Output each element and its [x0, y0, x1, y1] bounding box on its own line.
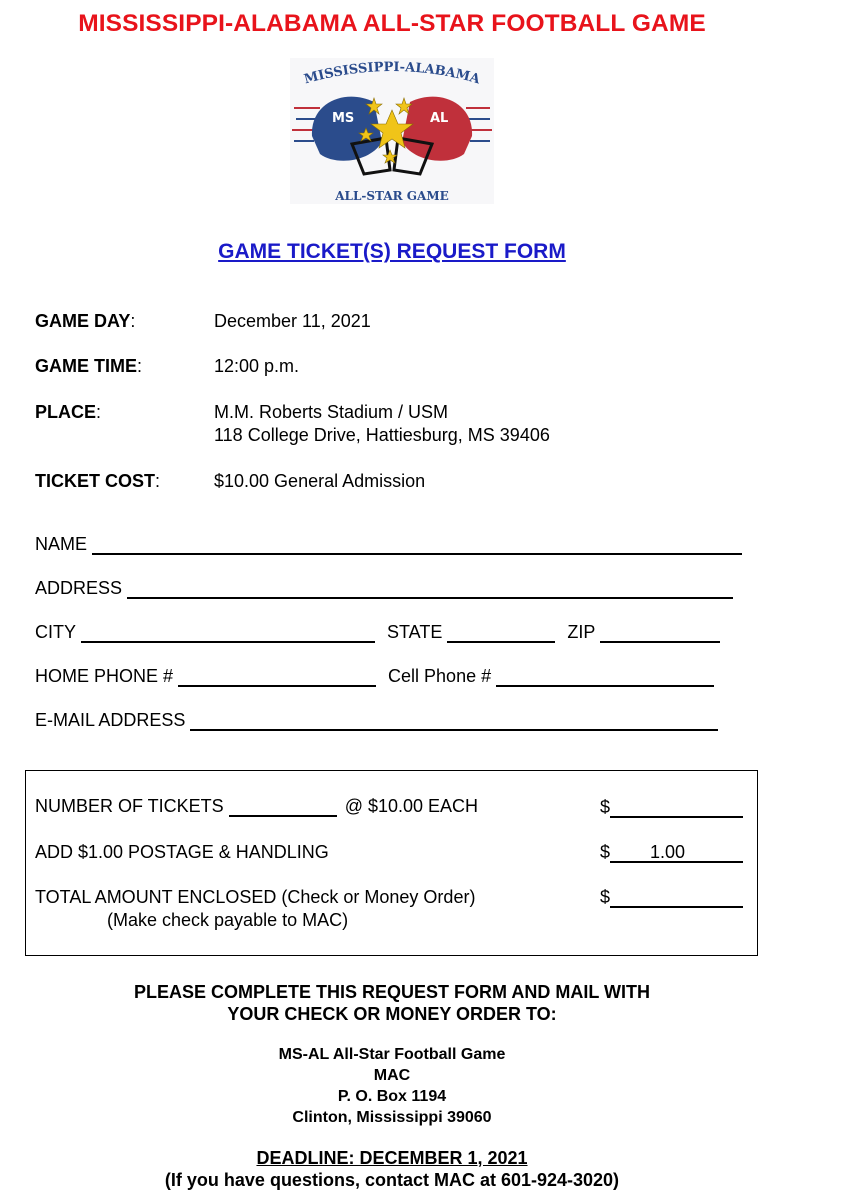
- postage-value: 1.00: [650, 842, 686, 862]
- city-state-zip-row: [35, 622, 720, 643]
- address-line4: Clinton, Mississippi 39060: [292, 1109, 492, 1126]
- svg-text:ALL-STAR GAME: ALL-STAR GAME: [335, 189, 449, 203]
- cell-phone-line[interactable]: [496, 667, 714, 687]
- all-star-game-logo: [290, 58, 494, 204]
- ticket-cost-label: TICKET COST:: [35, 471, 161, 491]
- game-time-value: 12:00 p.m.: [214, 356, 300, 376]
- tickets-row: [35, 796, 478, 817]
- name-label: NAME: [35, 534, 88, 554]
- game-day-label: GAME DAY:: [35, 311, 136, 331]
- cell-phone-label: Cell Phone #: [388, 666, 492, 686]
- home-phone-line[interactable]: [178, 667, 376, 687]
- page-title: MISSISSIPPI-ALABAMA ALL-STAR FOOTBALL GAME: [78, 10, 706, 37]
- home-phone-label: HOME PHONE #: [35, 666, 174, 686]
- name-line[interactable]: [92, 535, 742, 555]
- dollar-sign: $: [600, 842, 611, 862]
- tickets-count-line[interactable]: [229, 797, 337, 817]
- place-line1: M.M. Roberts Stadium / USM: [214, 402, 449, 422]
- tickets-amount-line[interactable]: [610, 796, 743, 818]
- game-time-label: GAME TIME:: [35, 356, 143, 376]
- dollar-sign: $: [600, 797, 611, 817]
- address-label: ADDRESS: [35, 578, 123, 598]
- mail-instructions: [0, 981, 784, 1025]
- phone-row: [35, 666, 714, 687]
- form-title: GAME TICKET(S) REQUEST FORM: [218, 240, 566, 263]
- instruction-line2: YOUR CHECK OR MONEY ORDER TO:: [227, 1004, 557, 1024]
- address-line3: P. O. Box 1194: [337, 1088, 447, 1105]
- email-line[interactable]: [190, 711, 718, 731]
- city-line[interactable]: [81, 623, 375, 643]
- address-field[interactable]: [35, 578, 733, 599]
- ticket-cost-value: $10.00 General Admission: [214, 471, 426, 491]
- email-field[interactable]: [35, 710, 718, 731]
- place-line2: 118 College Drive, Hattiesburg, MS 39406: [214, 425, 550, 445]
- zip-line[interactable]: [600, 623, 720, 643]
- email-label: E-MAIL ADDRESS: [35, 710, 186, 730]
- tickets-amount[interactable]: [600, 796, 743, 818]
- svg-text:AL: AL: [430, 111, 449, 126]
- game-day-value: December 11, 2021: [214, 311, 371, 331]
- mailing-address: [0, 1044, 784, 1128]
- postage-amount-line: [610, 841, 743, 863]
- name-field[interactable]: [35, 534, 742, 555]
- contact-note: (If you have questions, contact MAC at 601-924-3020): [164, 1170, 620, 1190]
- deadline: DEADLINE: DECEMBER 1, 2021: [256, 1148, 528, 1168]
- address-line2: MAC: [373, 1067, 411, 1084]
- state-label: STATE: [387, 622, 443, 642]
- dollar-sign: $: [600, 887, 611, 907]
- zip-label: ZIP: [567, 622, 596, 642]
- total-label: TOTAL AMOUNT ENCLOSED (Check or Money Order): [35, 887, 476, 907]
- svg-text:MISSISSIPPI-ALABAMA: MISSISSIPPI-ALABAMA: [302, 59, 482, 88]
- tickets-label: NUMBER OF TICKETS: [35, 796, 224, 816]
- place-label: PLACE:: [35, 402, 102, 422]
- instruction-line1: PLEASE COMPLETE THIS REQUEST FORM AND MAIL WITH: [133, 982, 650, 1002]
- total-amount-line[interactable]: [610, 886, 743, 908]
- city-label: CITY: [35, 622, 77, 642]
- postage-label: ADD $1.00 POSTAGE & HANDLING: [35, 842, 329, 862]
- total-amount[interactable]: [600, 886, 743, 908]
- payable-note: (Make check payable to MAC): [107, 910, 349, 930]
- svg-text:MS: MS: [332, 111, 355, 126]
- postage-amount: [600, 841, 743, 863]
- address-line[interactable]: [127, 579, 733, 599]
- tickets-each-label: @ $10.00 EACH: [344, 796, 479, 816]
- address-line1: MS-AL All-Star Football Game: [278, 1046, 506, 1063]
- state-line[interactable]: [447, 623, 555, 643]
